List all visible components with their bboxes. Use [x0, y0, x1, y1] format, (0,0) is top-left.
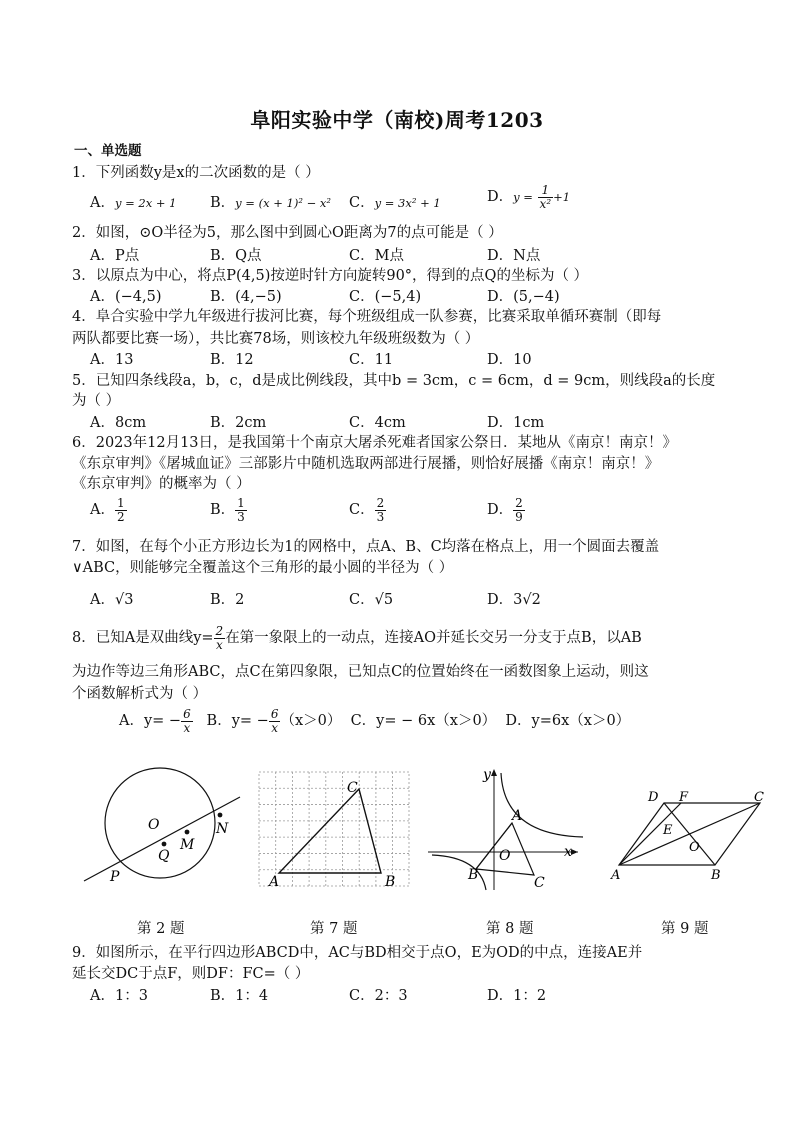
- label-c: C: [534, 875, 545, 891]
- label-b: B: [711, 868, 721, 883]
- q3-option-c[interactable]: C．(−5,4): [349, 289, 422, 305]
- q9-line-2: 延长交DC于点F，则DF：FC=（ ）: [72, 966, 310, 982]
- q7-line-2: ∨ABC，则能够完全覆盖这个三角形的最小圆的半径为（ ）: [72, 560, 454, 576]
- q7-option-c[interactable]: C．√5: [349, 592, 394, 608]
- figure-8-hyperbola: [428, 765, 588, 895]
- q9-option-a[interactable]: A．1：3: [90, 988, 148, 1004]
- q8-option-b[interactable]: B．y= − $\frac{6}{x}$ （x＞0）: [206, 707, 342, 735]
- q3-stem: 3．以原点为中心，将点P(4,5)按逆时针方向旋转90°，得到的点Q的坐标为（ ）: [72, 268, 589, 284]
- label-m: M: [180, 837, 195, 853]
- figure-9-parallelogram: [605, 785, 775, 885]
- q6-option-b[interactable]: B． $\frac{1}{3}$: [210, 496, 245, 524]
- q2-option-c[interactable]: C．M点: [349, 248, 404, 264]
- q8-option-c[interactable]: C．y= − 6x（x＞0）: [350, 713, 497, 730]
- q9-line-1: 9．如图所示，在平行四边形ABCD中，AC与BD相交于点O，E为OD的中点，连接AE并: [72, 945, 643, 961]
- label-a: A: [269, 874, 280, 890]
- figure-2-circle: [80, 765, 250, 890]
- label-p: P: [110, 869, 120, 885]
- q6-option-a[interactable]: A． $\frac{1}{2}$: [90, 496, 125, 524]
- q3-option-b[interactable]: B．(4,−5): [210, 289, 282, 305]
- label-d: D: [648, 790, 659, 805]
- label-q: Q: [158, 848, 170, 864]
- q3-option-a[interactable]: A．(−4,5): [90, 289, 162, 305]
- q8-line-3: 个函数解析式为（ ）: [72, 686, 208, 702]
- q1-option-d[interactable]: D．y = $\frac{1}{\text{x²}}$ +1: [487, 183, 571, 211]
- caption-fig-7: 第 7 题: [310, 921, 358, 937]
- q1-option-b[interactable]: B．y = (x + 1)² − x²: [210, 195, 331, 211]
- q1-option-c[interactable]: C．y = 3x² + 1: [349, 195, 441, 211]
- q5-option-b[interactable]: B．2cm: [210, 415, 267, 431]
- point-m-dot: [185, 830, 190, 835]
- triangle-abc: [279, 789, 381, 873]
- caption-fig-9: 第 9 题: [661, 921, 709, 937]
- q4-option-d[interactable]: D．10: [487, 352, 532, 368]
- q8-line-1: 8．已知A是双曲线y= $\frac{2}{x}$ 在第一象限上的一动点，连接AO并延长交另一分支于点B，以AB: [72, 624, 642, 652]
- caption-fig-8: 第 8 题: [486, 921, 534, 937]
- q4-option-c[interactable]: C．11: [349, 352, 394, 368]
- q8-option-d[interactable]: D．y=6x（x＞0）: [505, 713, 631, 730]
- q8-options: [119, 708, 630, 734]
- label-a: A: [512, 808, 523, 824]
- label-o: O: [148, 817, 160, 833]
- q4-line-1: 4．阜合实验中学九年级进行拔河比赛，每个班级组成一队参赛，比赛采取单循环赛制（即每: [72, 309, 662, 325]
- q2-option-a[interactable]: A．P点: [90, 248, 140, 264]
- q7-option-d[interactable]: D．3√2: [487, 592, 541, 608]
- q2-option-d[interactable]: D．N点: [487, 248, 541, 264]
- label-b: B: [385, 874, 396, 890]
- q7-option-a[interactable]: A．√3: [90, 592, 134, 608]
- q5-line-1: 5．已知四条线段a，b，c，d是成比例线段，其中b = 3cm，c = 6cm，d = 9cm，则线段a的长度: [72, 373, 716, 389]
- q4-line-2: 两队都要比赛一场），共比赛78场，则该校九年级班级数为（ ）: [72, 331, 480, 347]
- caption-fig-2: 第 2 题: [137, 921, 185, 937]
- q6-option-c[interactable]: C． $\frac{2}{3}$: [349, 496, 385, 524]
- q8-option-a[interactable]: A．y= − $\frac{6}{x}$: [119, 707, 191, 735]
- section-heading: 一、单选题: [74, 143, 142, 159]
- grid-lines: [259, 772, 409, 886]
- figure-7-grid: [255, 770, 415, 895]
- q3-option-d[interactable]: D．(5,−4): [487, 289, 560, 305]
- label-f: F: [679, 790, 689, 805]
- q8-line-2: 为边作等边三角形ABC，点C在第四象限，已知点C的位置始终在一函数图象上运动，则这: [72, 664, 649, 680]
- label-c: C: [347, 780, 358, 796]
- label-o: O: [689, 840, 700, 855]
- label-n: N: [216, 821, 229, 837]
- label-a: A: [611, 868, 621, 883]
- label-b: B: [468, 867, 479, 883]
- q7-line-1: 7．如图，在每个小正方形边长为1的网格中，点A、B、C均落在格点上，用一个圆面去覆盖: [72, 539, 660, 555]
- q4-option-a[interactable]: A．13: [90, 352, 134, 368]
- q9-option-d[interactable]: D．1：2: [487, 988, 547, 1004]
- q1-stem: 1．下列函数y是x的二次函数的是（ ）: [72, 165, 320, 181]
- q4-option-b[interactable]: B．12: [210, 352, 254, 368]
- label-y: y: [483, 767, 491, 783]
- q9-option-c[interactable]: C．2：3: [349, 988, 408, 1004]
- label-c: C: [754, 790, 764, 805]
- point-n-dot: [218, 813, 223, 818]
- label-e: E: [663, 823, 673, 838]
- q2-option-b[interactable]: B．Q点: [210, 248, 262, 264]
- q6-line-2: 《东京审判》《屠城血证》三部影片中随机选取两部进行展播，则恰好展播《南京！南京！》: [72, 456, 660, 472]
- q5-option-a[interactable]: A．8cm: [90, 415, 147, 431]
- q6-line-3: 《东京审判》的概率为（ ）: [72, 476, 251, 492]
- label-x: x: [564, 844, 572, 860]
- point-q-dot: [162, 842, 167, 847]
- q5-option-d[interactable]: D．1cm: [487, 415, 545, 431]
- q9-option-b[interactable]: B．1：4: [210, 988, 269, 1004]
- label-o: O: [499, 848, 511, 864]
- q1-option-a[interactable]: A．y = 2x + 1: [90, 195, 177, 211]
- q6-option-d[interactable]: D． $\frac{2}{9}$: [487, 496, 523, 524]
- q2-stem: 2．如图，⊙O半径为5，那么图中到圆心O距离为7的点可能是（ ）: [72, 225, 503, 241]
- q5-option-c[interactable]: C．4cm: [349, 415, 406, 431]
- q7-option-b[interactable]: B．2: [210, 592, 245, 608]
- page-title: 阜阳实验中学（南校)周考1203: [250, 108, 544, 132]
- q6-line-1: 6．2023年12月13日，是我国第十个南京大屠杀死难者国家公祭日．某地从《南京！南京！》: [72, 435, 678, 451]
- q5-line-2: 为（ ）: [72, 393, 121, 409]
